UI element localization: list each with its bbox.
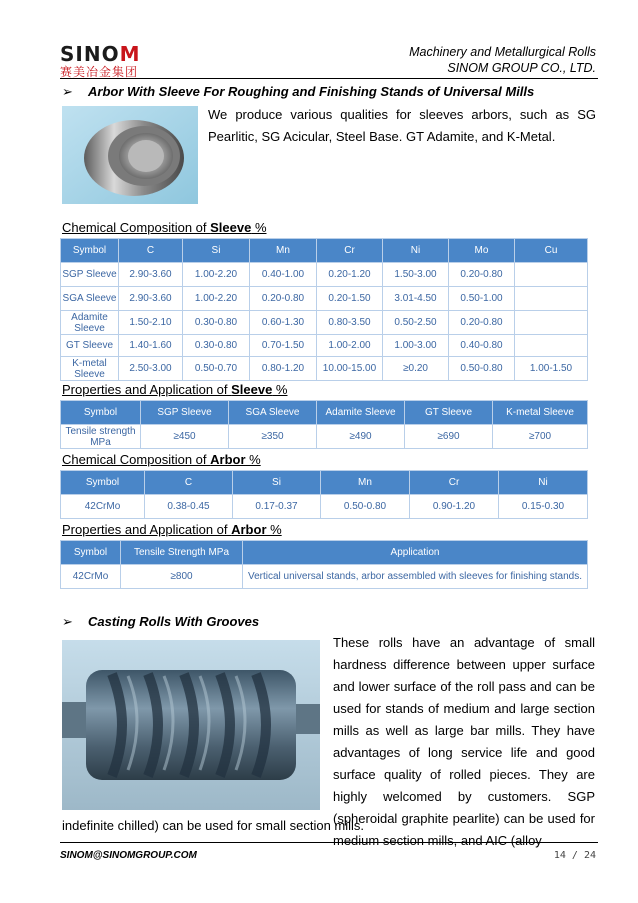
col-header: Symbol [61, 471, 145, 495]
col-header: Symbol [61, 239, 119, 263]
col-header: Symbol [61, 541, 121, 565]
col-header: Si [183, 239, 250, 263]
table-row [61, 263, 588, 287]
table-cell: 0.90-1.20 [410, 495, 499, 519]
table-cell: ≥690 [405, 425, 493, 449]
page-number: 14 / 24 [553, 850, 596, 861]
table-cell: 42CrMo [61, 565, 121, 589]
table-cell: ≥800 [121, 565, 243, 589]
col-header: Application [243, 541, 588, 565]
table-cell: 2.90-3.60 [119, 263, 183, 287]
table-cell: Vertical universal stands, arbor assembled with sleeves for finishing stands. [243, 565, 588, 589]
header-title-line1: Machinery and Metallurgical Rolls [409, 45, 596, 59]
table-cell: 3.01-4.50 [383, 287, 449, 311]
table-header-row [61, 401, 588, 425]
table-header-row [61, 239, 588, 263]
table-cell: 0.20-1.20 [317, 263, 383, 287]
table-cell [515, 311, 588, 335]
col-header: K-metal Sleeve [493, 401, 588, 425]
table-cell: K-metal Sleeve [61, 357, 119, 381]
col-header: SGA Sleeve [229, 401, 317, 425]
logo-text-a: SINO [60, 42, 120, 66]
col-header: GT Sleeve [405, 401, 493, 425]
table-cell: ≥450 [141, 425, 229, 449]
sleeve-props-title: Properties and Application of Sleeve % [62, 382, 288, 397]
table-cell: 0.20-0.80 [250, 287, 317, 311]
table-cell: 1.40-1.60 [119, 335, 183, 357]
bullet-icon: ➢ [62, 614, 73, 629]
table-cell: 0.20-0.80 [449, 311, 515, 335]
section2-paragraph: These rolls have an advantage of small hardness difference between upper surface and lower surface of the roll pass and can be used for stands of medium and large section mills as well as large bar mills. They have advantages of long service life and good surface quality of rolled pieces. They are highly welcomed by customers. SGP (spheroidal graphite pearlite) can be used for medium section mills, and AIC (alloy [333, 635, 595, 848]
table-cell: 10.00-15.00 [317, 357, 383, 381]
table-cell: 1.00-3.00 [383, 335, 449, 357]
col-header: Symbol [61, 401, 141, 425]
table-row [61, 565, 588, 589]
sleeve-chem-title: Chemical Composition of Sleeve % [62, 220, 267, 235]
col-header: C [145, 471, 233, 495]
company-logo [60, 44, 142, 80]
table-cell: 0.50-2.50 [383, 311, 449, 335]
arbor-props-table [60, 540, 588, 589]
sleeve-chem-table [60, 238, 588, 381]
table-row [61, 335, 588, 357]
table-cell: 0.17-0.37 [233, 495, 321, 519]
bullet-icon: ➢ [62, 84, 73, 99]
table-cell: 0.20-0.80 [449, 263, 515, 287]
section1-paragraph: We produce various qualities for sleeves arbors, such as SG Pearlitic, SG Acicular, Steel Base. GT Adamite, and K-Metal. [208, 107, 596, 144]
table-cell: ≥490 [317, 425, 405, 449]
table-cell: 1.00-2.20 [183, 263, 250, 287]
table-cell: 2.90-3.60 [119, 287, 183, 311]
sleeve-photo [62, 106, 198, 204]
table-cell: ≥350 [229, 425, 317, 449]
table-cell: 1.50-3.00 [383, 263, 449, 287]
col-header: SGP Sleeve [141, 401, 229, 425]
table-cell [515, 335, 588, 357]
col-header: Cr [317, 239, 383, 263]
table-cell: 1.00-1.50 [515, 357, 588, 381]
table-cell: 0.80-3.50 [317, 311, 383, 335]
table-cell: 0.30-0.80 [183, 335, 250, 357]
table-cell: 0.50-0.80 [321, 495, 410, 519]
table-cell: 0.70-1.50 [250, 335, 317, 357]
table-cell: 1.00-2.00 [317, 335, 383, 357]
table-cell: Tensile strength MPa [61, 425, 141, 449]
logo-subtitle: 赛美冶金集团 [60, 65, 139, 79]
header-divider [60, 78, 598, 79]
col-header: Cr [410, 471, 499, 495]
table-cell: ≥700 [493, 425, 588, 449]
col-header: Mn [321, 471, 410, 495]
table-cell [515, 263, 588, 287]
table-row [61, 425, 588, 449]
table-cell: 0.80-1.20 [250, 357, 317, 381]
table-cell: SGP Sleeve [61, 263, 119, 287]
table-cell: 2.50-3.00 [119, 357, 183, 381]
col-header: Ni [383, 239, 449, 263]
table-cell: 0.38-0.45 [145, 495, 233, 519]
table-cell: 0.15-0.30 [499, 495, 588, 519]
arbor-chem-title: Chemical Composition of Arbor % [62, 452, 261, 467]
table-cell: 0.50-0.70 [183, 357, 250, 381]
table-row [61, 357, 588, 381]
table-cell [515, 287, 588, 311]
grooved-roll-photo [62, 640, 320, 810]
col-header: Cu [515, 239, 588, 263]
table-row [61, 495, 588, 519]
table-cell: 0.30-0.80 [183, 311, 250, 335]
table-row [61, 311, 588, 335]
table-cell: 42CrMo [61, 495, 145, 519]
col-header: Mn [250, 239, 317, 263]
footer-email: SINOM@SINOMGROUP.COM [60, 850, 197, 861]
logo-text-b: M [119, 42, 141, 66]
col-header: Mo [449, 239, 515, 263]
header-title-line2: SINOM GROUP CO., LTD. [447, 61, 596, 75]
table-cell: GT Sleeve [61, 335, 119, 357]
table-cell: 0.20-1.50 [317, 287, 383, 311]
footer-divider [60, 842, 598, 843]
table-cell: SGA Sleeve [61, 287, 119, 311]
table-header-row [61, 471, 588, 495]
col-header: Adamite Sleeve [317, 401, 405, 425]
col-header: Si [233, 471, 321, 495]
section1-heading: Arbor With Sleeve For Roughing and Finishing Stands of Universal Mills [88, 84, 535, 99]
table-cell: 0.60-1.30 [250, 311, 317, 335]
arbor-props-title: Properties and Application of Arbor % [62, 522, 282, 537]
table-header-row [61, 541, 588, 565]
table-cell: ≥0.20 [383, 357, 449, 381]
col-header: Tensile Strength MPa [121, 541, 243, 565]
table-cell: 0.50-0.80 [449, 357, 515, 381]
table-row [61, 287, 588, 311]
arbor-chem-table [60, 470, 588, 519]
section2-heading: Casting Rolls With Grooves [88, 614, 260, 629]
table-cell: 1.00-2.20 [183, 287, 250, 311]
sleeve-props-table [60, 400, 588, 449]
section2-paragraph-tail: indefinite chilled) can be used for small section mills. [62, 818, 365, 833]
table-cell: 0.50-1.00 [449, 287, 515, 311]
table-cell: 1.50-2.10 [119, 311, 183, 335]
table-cell: 0.40-1.00 [250, 263, 317, 287]
col-header: C [119, 239, 183, 263]
table-cell: Adamite Sleeve [61, 311, 119, 335]
table-cell: 0.40-0.80 [449, 335, 515, 357]
col-header: Ni [499, 471, 588, 495]
